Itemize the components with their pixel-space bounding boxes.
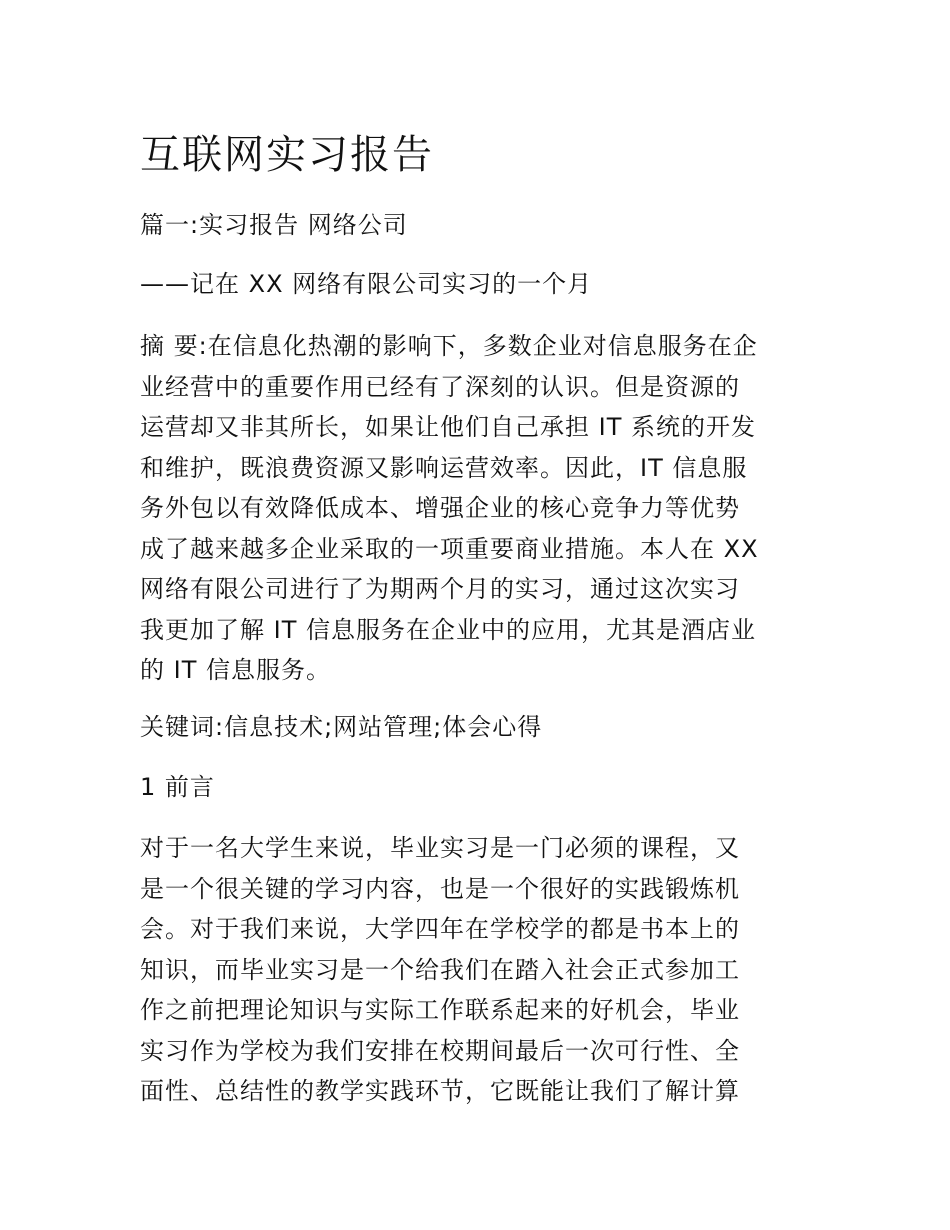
abstract-line: 运营却又非其所长，如果让他们自己承担 IT 系统的开发 — [140, 413, 756, 441]
body-line: 会。对于我们来说，大学四年在学校学的都是书本上的 — [140, 915, 740, 943]
document-title: 互联网实习报告 — [140, 132, 434, 178]
abstract-line: 的 IT 信息服务。 — [140, 656, 331, 684]
subtitle-note: ——记在 XX 网络有限公司实习的一个月 — [140, 270, 593, 298]
abstract-line: 网络有限公司进行了为期两个月的实习，通过这次实习 — [140, 575, 740, 603]
body-line: 是一个很关键的学习内容，也是一个很好的实践锻炼机 — [140, 874, 740, 903]
body-line: 对于一名大学生来说，毕业实习是一门必须的课程，又 — [140, 834, 740, 862]
abstract-line: 和维护，既浪费资源又影响运营效率。因此，IT 信息服 — [140, 453, 748, 482]
abstract-line: 成了越来越多企业采取的一项重要商业措施。本人在 XX — [140, 534, 759, 563]
abstract-line: 务外包以有效降低成本、增强企业的核心竞争力等优势 — [140, 494, 740, 522]
keywords-line: 关键词:信息技术;网站管理;体会心得 — [140, 713, 543, 741]
body-line: 知识，而毕业实习是一个给我们在踏入社会正式参加工 — [140, 955, 740, 984]
body-line: 面性、总结性的教学实践环节，它既能让我们了解计算 — [140, 1077, 740, 1105]
abstract-line: 业经营中的重要作用已经有了深刻的认识。但是资源的 — [140, 372, 740, 401]
body-line: 作之前把理论知识与实际工作联系起来的好机会，毕业 — [140, 996, 740, 1024]
abstract-paragraph — [140, 326, 812, 691]
abstract-line: 我更加了解 IT 信息服务在企业中的应用，尤其是酒店业 — [140, 615, 756, 644]
subtitle-chapter: 篇一:实习报告 网络公司 — [140, 211, 408, 239]
body-line: 实习作为学校为我们安排在校期间最后一次可行性、全 — [140, 1036, 740, 1065]
body-paragraph — [140, 828, 812, 1112]
abstract-line: 摘 要:在信息化热潮的影响下，多数企业对信息服务在企 — [140, 332, 758, 360]
section-heading: 1 前言 — [140, 773, 215, 801]
